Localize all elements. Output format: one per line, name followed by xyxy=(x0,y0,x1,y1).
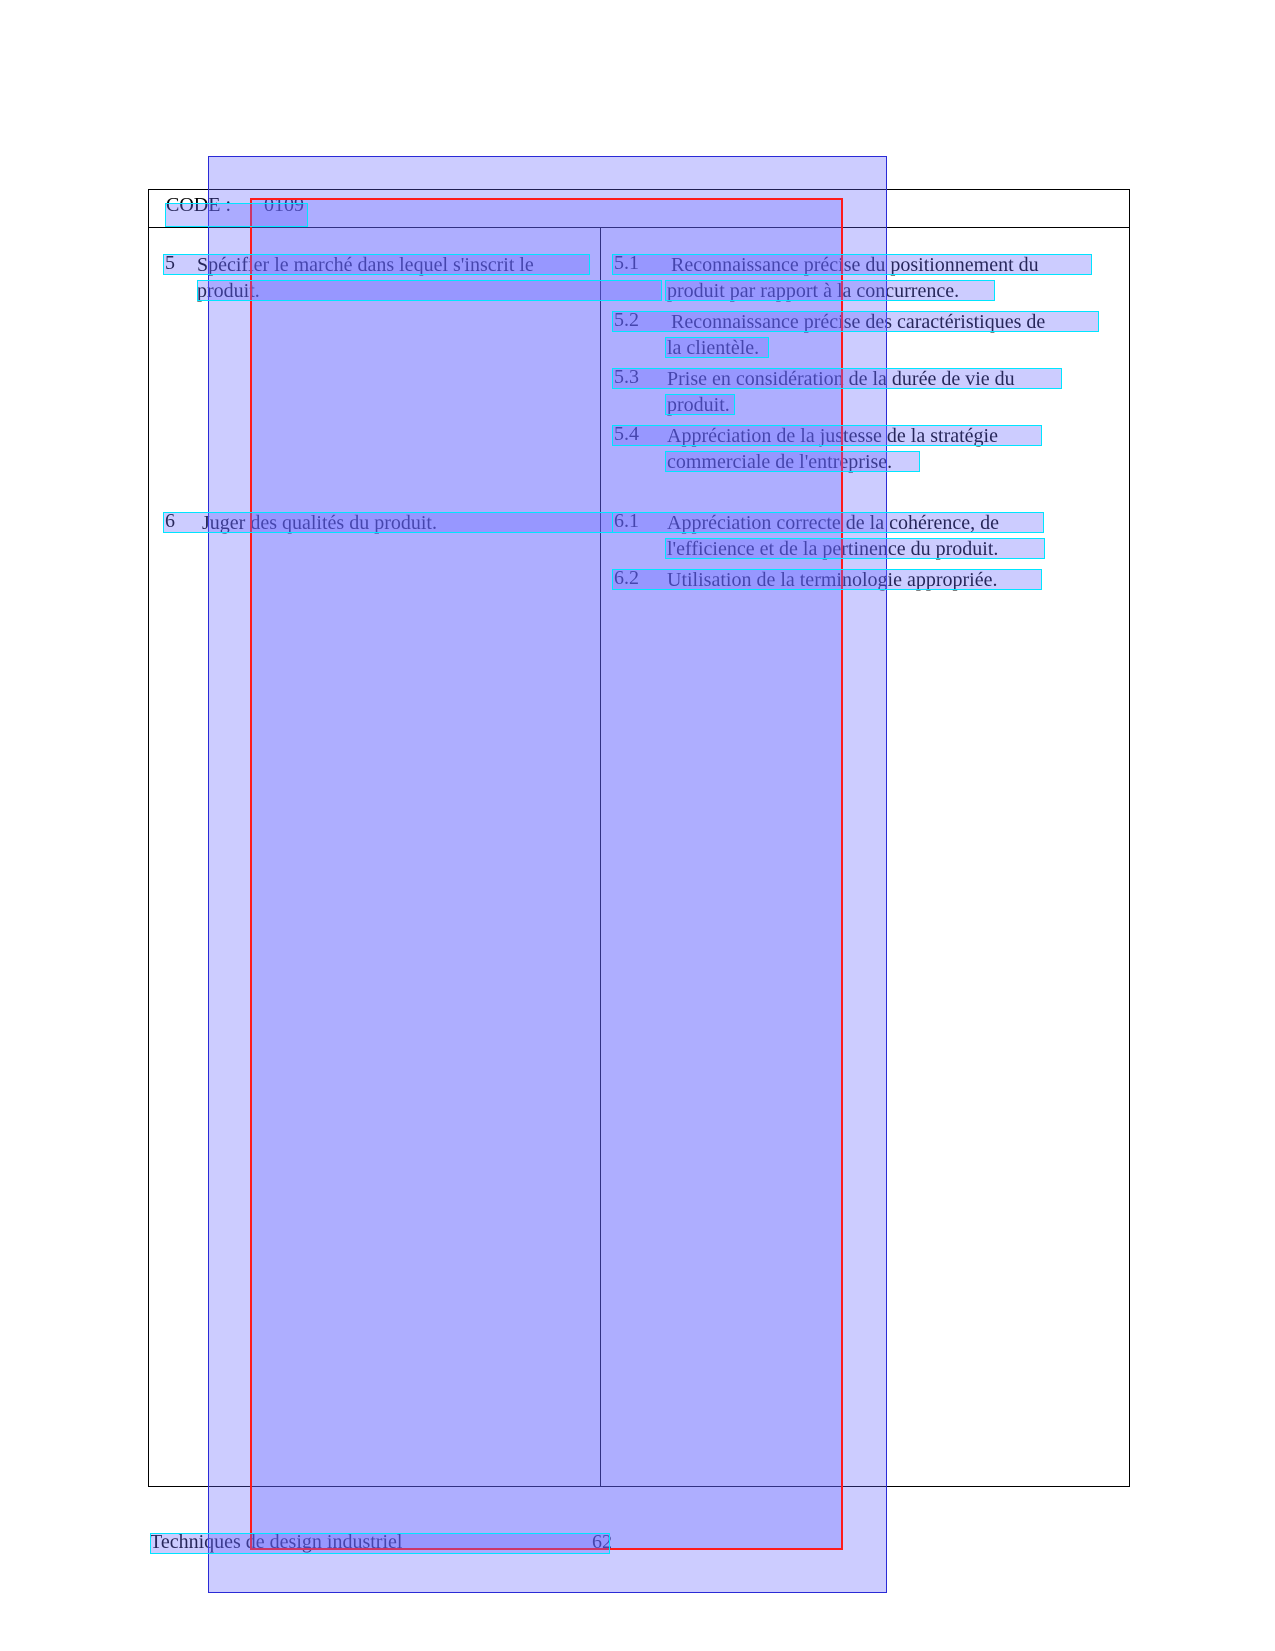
code-label: CODE : xyxy=(166,194,231,216)
criterion-text-line: Appréciation correcte de la cohérence, de xyxy=(667,512,1000,534)
element-text-line: produit. xyxy=(197,280,260,302)
criterion-number: 6.2 xyxy=(614,567,639,589)
criterion-text-line: produit par rapport à la concurrence. xyxy=(667,280,960,302)
element-text-line: Spécifier le marché dans lequel s'inscrit le xyxy=(197,254,534,276)
criterion-text-line: Prise en considération de la durée de vie du xyxy=(667,368,1015,390)
element-text-line: Juger des qualités du produit. xyxy=(202,512,437,534)
column-divider xyxy=(600,228,601,1486)
code-header-row xyxy=(149,190,1129,228)
criterion-text-line: l'efficience et de la pertinence du produit. xyxy=(667,538,999,560)
criterion-number: 5.1 xyxy=(614,252,639,274)
criterion-number: 5.3 xyxy=(614,366,639,388)
criterion-text-line: produit. xyxy=(667,394,730,416)
footer-program: Techniques de design industriel xyxy=(150,1531,403,1553)
code-value: 0109 xyxy=(264,194,304,216)
criterion-number: 6.1 xyxy=(614,510,639,532)
criterion-text-line: commerciale de l'entreprise. xyxy=(667,451,893,473)
element-number: 6 xyxy=(165,510,175,532)
criterion-text-line: la clientèle. xyxy=(667,337,760,359)
footer-page-number: 62 xyxy=(592,1531,612,1553)
criterion-number: 5.2 xyxy=(614,309,639,331)
element-number: 5 xyxy=(165,252,175,274)
criterion-text-line: Reconnaissance précise des caractéristiques de xyxy=(671,311,1046,333)
criterion-text-line: Utilisation de la terminologie appropriée. xyxy=(667,569,998,591)
criterion-number: 5.4 xyxy=(614,423,639,445)
criterion-text-line: Reconnaissance précise du positionnement du xyxy=(671,254,1039,276)
criterion-text-line: Appréciation de la justesse de la stratégie xyxy=(667,425,998,447)
